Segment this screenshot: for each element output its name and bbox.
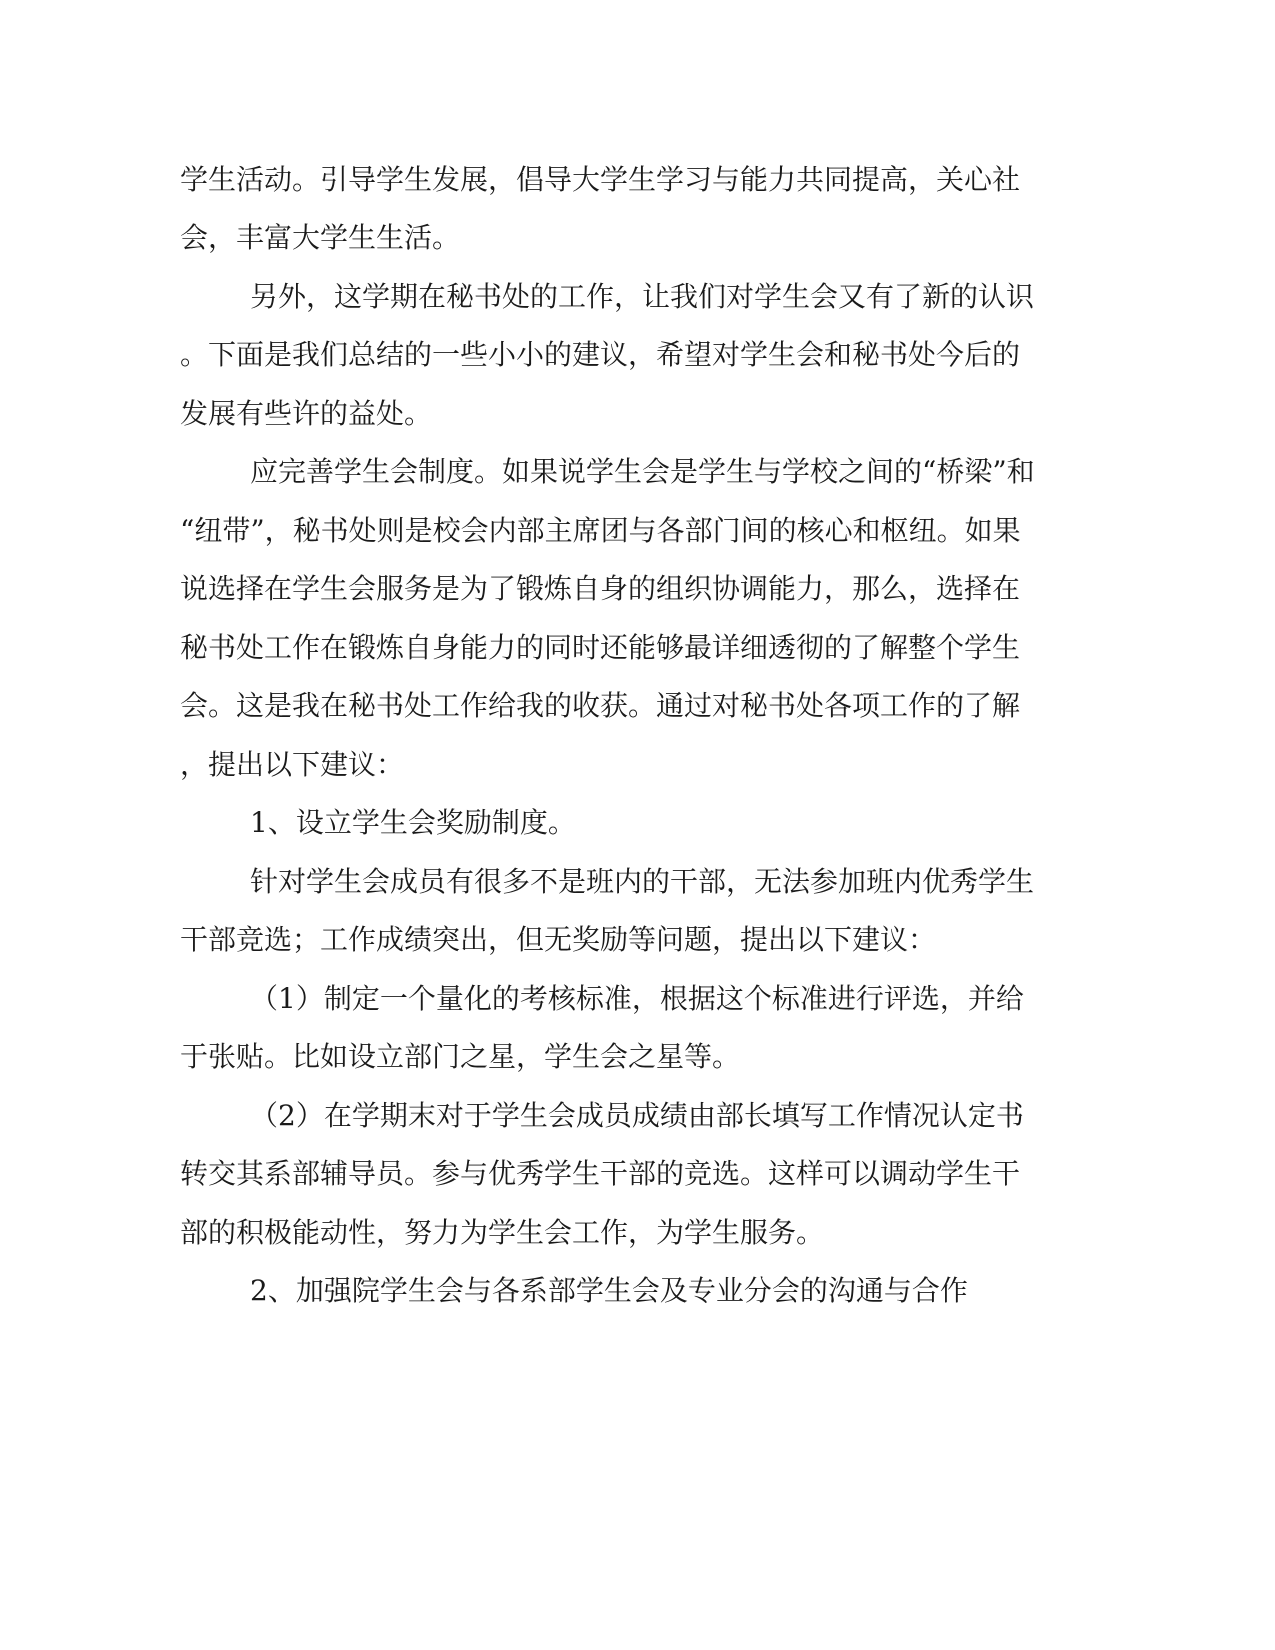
text-line: 转交其系部辅导员。参与优秀学生干部的竞选。这样可以调动学生干 xyxy=(180,1157,1021,1190)
text-line: （1）制定一个量化的考核标准，根据这个标准进行评选，并给 xyxy=(250,982,1024,1015)
text-line: 1、设立学生会奖励制度。 xyxy=(250,806,576,839)
text-line: 说选择在学生会服务是为了锻炼自身的组织协调能力，那么，选择在 xyxy=(180,572,1021,605)
text-line: 应完善学生会制度。如果说学生会是学生与学校之间的“桥梁”和 xyxy=(250,455,1035,488)
text-line: 针对学生会成员有很多不是班内的干部，无法参加班内优秀学生 xyxy=(250,865,1035,898)
text-line: 发展有些许的益处。 xyxy=(180,397,433,430)
text-line: 学生活动。引导学生发展，倡导大学生学习与能力共同提高，关心社 xyxy=(180,163,1021,196)
text-line: “纽带”，秘书处则是校会内部主席团与各部门间的核心和枢纽。如果 xyxy=(180,514,1021,547)
text-line: 。下面是我们总结的一些小小的建议，希望对学生会和秘书处今后的 xyxy=(180,338,1021,371)
text-line: 会，丰富大学生生活。 xyxy=(180,221,461,254)
text-line: 部的积极能动性，努力为学生会工作，为学生服务。 xyxy=(180,1216,825,1249)
text-line: 会。这是我在秘书处工作给我的收获。通过对秘书处各项工作的了解 xyxy=(180,689,1021,722)
text-line: 另外，这学期在秘书处的工作，让我们对学生会又有了新的认识 xyxy=(250,280,1035,313)
text-line: 2、加强院学生会与各系部学生会及专业分会的沟通与合作 xyxy=(250,1274,968,1307)
text-line: （2）在学期末对于学生会成员成绩由部长填写工作情况认定书 xyxy=(250,1099,1024,1132)
text-line: 秘书处工作在锻炼自身能力的同时还能够最详细透彻的了解整个学生 xyxy=(180,631,1021,664)
text-line: 于张贴。比如设立部门之星，学生会之星等。 xyxy=(180,1040,741,1073)
text-line: ，提出以下建议： xyxy=(180,748,405,781)
text-line: 干部竞选；工作成绩突出，但无奖励等问题，提出以下建议： xyxy=(180,923,937,956)
